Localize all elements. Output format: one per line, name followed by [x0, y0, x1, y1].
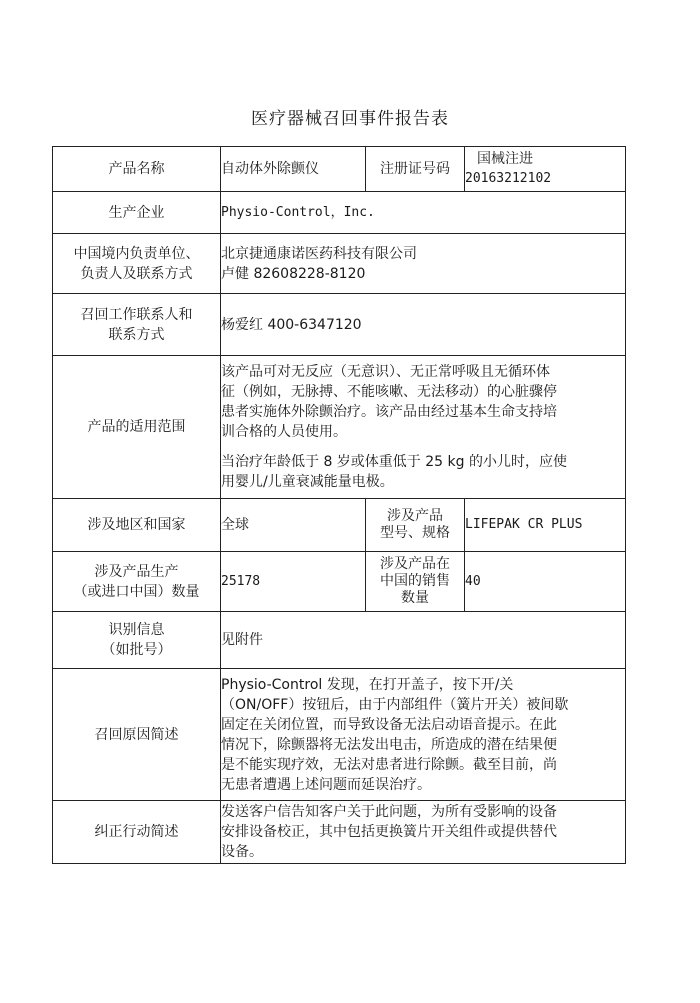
product-name-label: 产品名称 — [53, 147, 221, 192]
recall-reason-line1: Physio-Control 发现，在打开盖子，按下开/关 — [221, 676, 514, 693]
row-quantity — [53, 552, 626, 612]
scope-line4: 训合格的人员使用。 — [221, 424, 347, 440]
row-product-name — [53, 147, 626, 192]
quantity-label-line1: 涉及产品生产 — [94, 563, 179, 580]
row-region — [53, 499, 626, 552]
china-responsible-person: 卢健 82608228-8120 — [221, 265, 366, 282]
row-manufacturer — [53, 192, 626, 234]
china-responsible-company: 北京捷通康诺医药科技有限公司 — [221, 245, 417, 262]
sales-label-line3: 数量 — [401, 590, 429, 606]
sales-quantity-label — [366, 552, 465, 612]
registration-number-label: 注册证号码 — [366, 147, 465, 192]
recall-reason-line4: 情况下，除颤器将无法发出电击，所造成的潜在结果便 — [221, 736, 557, 753]
quantity-label-line2: （或进口中国）数量 — [73, 583, 200, 600]
recall-reason-label: 召回原因简述 — [53, 669, 221, 801]
model-label — [366, 499, 465, 552]
registration-number-line2: 20163212102 — [465, 171, 552, 186]
document-title: 医疗器械召回事件报告表 — [251, 109, 449, 129]
identification-label — [53, 612, 221, 669]
model-value: LIFEPAK CR PLUS — [465, 499, 626, 552]
identification-label-line2: （如批号） — [101, 642, 172, 658]
row-china-responsible — [53, 234, 626, 294]
region-value: 全球 — [221, 499, 366, 552]
row-scope — [53, 356, 626, 499]
corrective-action-line3: 设备。 — [221, 844, 263, 860]
product-name-value: 自动体外除颤仪 — [221, 147, 366, 192]
manufacturer-label: 生产企业 — [53, 192, 221, 234]
corrective-action-line2: 安排设备校正，其中包括更换簧片开关组件或提供替代 — [221, 824, 557, 840]
manufacturer-value: Physio-Control，Inc. — [221, 192, 626, 234]
row-identification — [53, 612, 626, 669]
recall-reason-line2: （ON/OFF）按钮后，由于内部组件（簧片开关）被间歇 — [221, 696, 569, 713]
recall-reason-line3: 固定在关闭位置，而导致设备无法启动语音提示。在此 — [221, 716, 557, 733]
china-responsible-label-line1: 中国境内负责单位、 — [73, 245, 200, 262]
identification-label-line1: 识别信息 — [108, 622, 165, 638]
recall-reason-value — [221, 669, 626, 801]
sales-label-line2: 中国的销售 — [380, 573, 450, 589]
recall-report-table — [52, 146, 626, 864]
sales-quantity-value: 40 — [465, 552, 626, 612]
model-label-line2: 型号、规格 — [380, 525, 450, 541]
scope-line5: 当治疗年龄低于 8 岁或体重低于 25 kg 的小儿时，应使 — [221, 454, 567, 470]
china-responsible-value — [221, 234, 626, 294]
corrective-action-label: 纠正行动简述 — [53, 801, 221, 864]
corrective-action-line1: 发送客户信告知客户关于此问题，为所有受影响的设备 — [221, 804, 557, 820]
recall-contact-label-line2: 联系方式 — [108, 326, 165, 343]
quantity-label — [53, 552, 221, 612]
scope-label: 产品的适用范围 — [53, 356, 221, 499]
recall-contact-label-line1: 召回工作联系人和 — [80, 306, 193, 323]
registration-number-line1: 国械注进 — [477, 151, 533, 167]
corrective-action-value — [221, 801, 626, 864]
recall-contact-value: 杨爱红 400-6347120 — [221, 294, 626, 356]
scope-line1: 该产品可对无反应（无意识）、无正常呼吸且无循环体 — [221, 364, 550, 380]
row-corrective-action — [53, 801, 626, 864]
china-responsible-label-line2: 负责人及联系方式 — [80, 265, 193, 282]
recall-reason-line5: 是不能实现疗效，无法对患者进行除颤。截至目前，尚 — [221, 756, 557, 773]
scope-value — [221, 356, 626, 499]
recall-reason-line6: 无患者遭遇上述问题而延误治疗。 — [221, 776, 431, 793]
model-label-line1: 涉及产品 — [387, 508, 443, 524]
sales-label-line1: 涉及产品在 — [380, 556, 450, 572]
scope-line3: 患者实施体外除颤治疗。该产品由经过基本生命支持培 — [221, 404, 557, 420]
recall-contact-label — [53, 294, 221, 356]
china-responsible-label — [53, 234, 221, 294]
row-recall-contact — [53, 294, 626, 356]
scope-line6: 用婴儿/儿童衰减能量电极。 — [221, 474, 394, 490]
quantity-value: 25178 — [221, 552, 366, 612]
scope-line2: 征（例如，无脉搏、不能咳嗽、无法移动）的心脏骤停 — [221, 384, 557, 400]
region-label: 涉及地区和国家 — [53, 499, 221, 552]
row-recall-reason — [53, 669, 626, 801]
registration-number-value — [465, 147, 626, 192]
identification-value: 见附件 — [221, 612, 626, 669]
